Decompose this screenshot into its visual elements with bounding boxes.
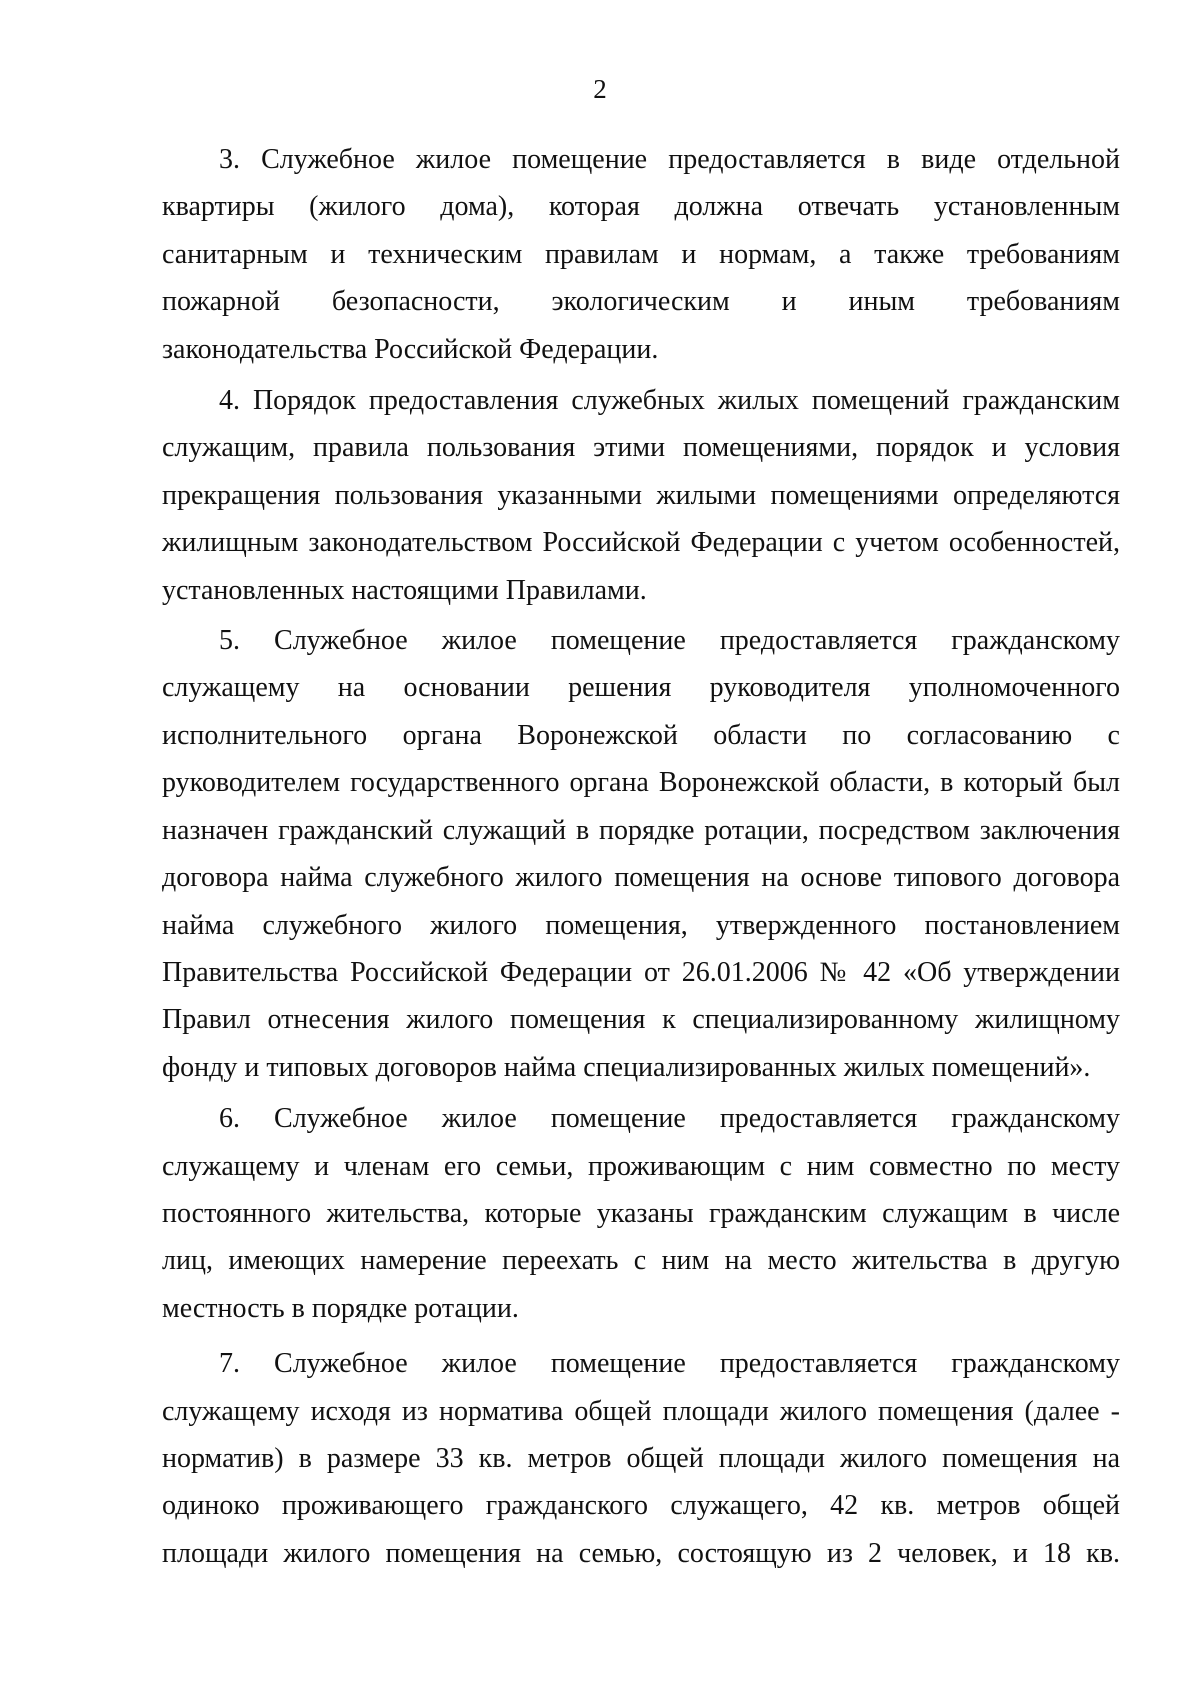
- text-line: служащим, правила пользования этими помещениями, порядок и условия: [162, 432, 1120, 464]
- text-line: жилищным законодательством Российской Федерации с учетом особенностей,: [162, 527, 1120, 559]
- paragraph: [162, 617, 1120, 1091]
- text-line: норматив) в размере 33 кв. метров общей площади жилого помещения на: [162, 1442, 1120, 1474]
- page-number: 2: [593, 74, 607, 104]
- text-line: санитарным и техническим правилам и нормам, а также требованиям: [162, 238, 1120, 270]
- text-line: 3. Служебное жилое помещение предоставляется в виде отдельной: [219, 144, 1120, 175]
- text-line: фонду и типовых договоров найма специализированных жилых помещений».: [162, 1051, 1091, 1083]
- text-line: квартиры (жилого дома), которая должна отвечать установленным: [162, 191, 1120, 223]
- text-line: 5. Служебное жилое помещение предоставляется гражданскому: [219, 625, 1120, 657]
- text-line: служащему исходя из норматива общей площади жилого помещения (далее -: [162, 1395, 1120, 1427]
- text-line: назначен гражданский служащий в порядке ротации, посредством заключения: [162, 814, 1120, 846]
- text-line: 6. Служебное жилое помещение предоставляется гражданскому: [219, 1103, 1120, 1135]
- text-line: Правил отнесения жилого помещения к специализированному жилищному: [162, 1004, 1120, 1036]
- text-line: 4. Порядок предоставления служебных жилых помещений гражданским: [219, 385, 1120, 417]
- text-line: служащему на основании решения руководителя уполномоченного: [162, 672, 1120, 704]
- text-line: установленных настоящими Правилами.: [162, 574, 647, 606]
- text-line: местность в порядке ротации.: [162, 1292, 519, 1324]
- text-line: постоянного жительства, которые указаны гражданским служащим в числе: [162, 1197, 1120, 1229]
- text-line: найма служебного жилого помещения, утвержденного постановлением: [162, 909, 1120, 941]
- paragraph: [162, 1095, 1120, 1332]
- document-body: [162, 136, 1120, 1577]
- text-line: лиц, имеющих намерение переехать с ним на место жительства в другую: [162, 1245, 1120, 1277]
- paragraph: [162, 377, 1120, 614]
- paragraph: [162, 1340, 1120, 1577]
- text-line: одиноко проживающего гражданского служащего, 42 кв. метров общей: [162, 1490, 1120, 1522]
- text-line: Правительства Российской Федерации от 26.01.2006 № 42 «Об утверждении: [162, 956, 1120, 988]
- text-line: площади жилого помещения на семью, состоящую из 2 человек, и 18 кв.: [162, 1537, 1120, 1569]
- text-line: исполнительного органа Воронежской области по согласованию с: [162, 719, 1120, 751]
- text-line: договора найма служебного жилого помещения на основе типового договора: [162, 862, 1120, 894]
- paragraph: [162, 136, 1120, 373]
- text-line: прекращения пользования указанными жилыми помещениями определяются: [162, 479, 1120, 511]
- text-line: 7. Служебное жилое помещение предоставляется гражданскому: [219, 1348, 1120, 1380]
- text-line: служащему и членам его семьи, проживающим с ним совместно по месту: [162, 1150, 1120, 1182]
- text-line: руководителем государственного органа Воронежской области, в который был: [162, 767, 1120, 799]
- text-line: пожарной безопасности, экологическим и иным требованиям: [162, 286, 1120, 318]
- text-line: законодательства Российской Федерации.: [162, 333, 659, 365]
